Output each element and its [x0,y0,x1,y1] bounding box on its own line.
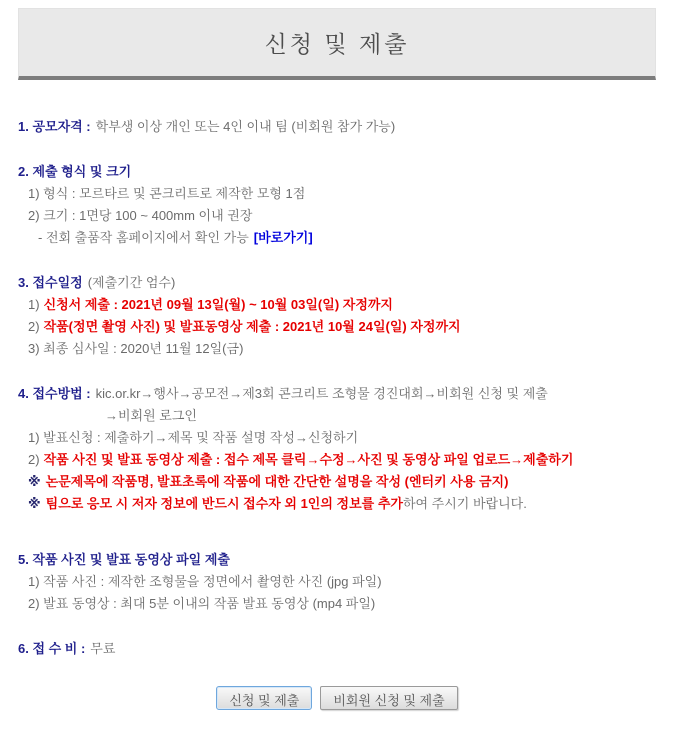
note1-mark: ※ [28,474,41,489]
section3-item1-deadline: 신청서 제출 : 2021년 09월 13일(월) ~ 10월 03일(일) 자정까지 [43,297,393,312]
section2-item3 [18,227,656,249]
shortcut-link[interactable]: [바로가기] [253,230,313,245]
section-schedule [18,272,656,360]
section3-item3: 3) 최종 심사일 : 2020년 11월 12일(금) [28,341,244,356]
section3-heading: 3. 접수일정 [18,275,83,290]
fee-line [18,638,656,660]
section-format-size [18,161,656,249]
section3-heading-line [18,272,656,294]
section3-item2-prefix: 2) [28,319,40,334]
section1-heading: 1. 공모자격 : [18,119,91,134]
section2-heading: 2. 제출 형식 및 크기 [18,164,132,179]
section3-item2 [18,316,656,338]
section3-item2-deadline: 작품(정면 촬영 사진) 및 발표동영상 제출 : 2021년 10월 24일(일) 자정까지 [43,319,461,334]
content [18,116,656,710]
section6-text: 무료 [90,641,116,656]
section4-item2 [18,449,656,471]
guest-submit-button[interactable]: 비회원 신청 및 제출 [320,686,457,710]
button-row [18,686,656,710]
section4-path2: →비회원 로그인 [105,408,197,423]
section4-item2-prefix: 2) [28,452,40,467]
section5-item1: 1) 작품 사진 : 제작한 조형물을 정면에서 촬영한 사진 (jpg 파일) [28,574,382,589]
section-eligibility [18,116,656,138]
section5-item2: 2) 발표 동영상 : 최대 5분 이내의 작품 발표 동영상 (mp4 파일) [28,596,376,611]
section3-item1-prefix: 1) [28,297,40,312]
section-fee [18,638,656,660]
section4-note2-rest: 하여 주시기 바랍니다. [402,496,527,511]
section-files [18,549,656,615]
section4-note2-red: 팀으로 응모 시 저자 정보에 반드시 접수자 외 1인의 정보를 추가 [45,496,403,511]
section1-text: 학부생 이상 개인 또는 4인 이내 팀 (비회원 참가 가능) [95,119,396,134]
section2-item3-text: - 전회 출품작 홈페이지에서 확인 가능 [38,230,249,245]
section3-item1 [18,294,656,316]
section2-item1: 1) 형식 : 모르타르 및 콘크리트로 제작한 모형 1점 [28,186,306,201]
section5-heading: 5. 작품 사진 및 발표 동영상 파일 제출 [18,552,230,567]
page-title: 신청 및 제출 [264,31,410,57]
section-method [18,383,656,515]
page-header [18,8,656,80]
section4-path1: kic.or.kr→행사→공모전→제3회 콘크리트 조형물 경진대회→비회원 신청 및 제출 [95,386,548,401]
section4-heading-line [18,383,656,405]
section4-heading: 4. 접수방법 : [18,386,91,401]
note2-mark: ※ [28,496,41,511]
section4-note1-text: 논문제목에 작품명, 발표초록에 작품에 대한 간단한 설명을 작성 (엔터키 사용 금지) [45,474,509,489]
section3-heading-note: (제출기간 엄수) [87,275,176,290]
section4-item1: 1) 발표신청 : 제출하기→제목 및 작품 설명 작성→신청하기 [28,430,359,445]
eligibility-line [18,116,656,138]
section4-item2-steps: 작품 사진 및 발표 동영상 제출 : 접수 제목 클릭→수정→사진 및 동영상 파일 업로드→제출하기 [43,452,574,467]
section4-note1 [18,471,656,493]
section6-heading: 6. 접 수 비 : [18,641,86,656]
section4-note2 [18,493,656,515]
submit-button[interactable]: 신청 및 제출 [216,686,312,710]
section2-item2: 2) 크기 : 1면당 100 ~ 400mm 이내 권장 [28,208,253,223]
